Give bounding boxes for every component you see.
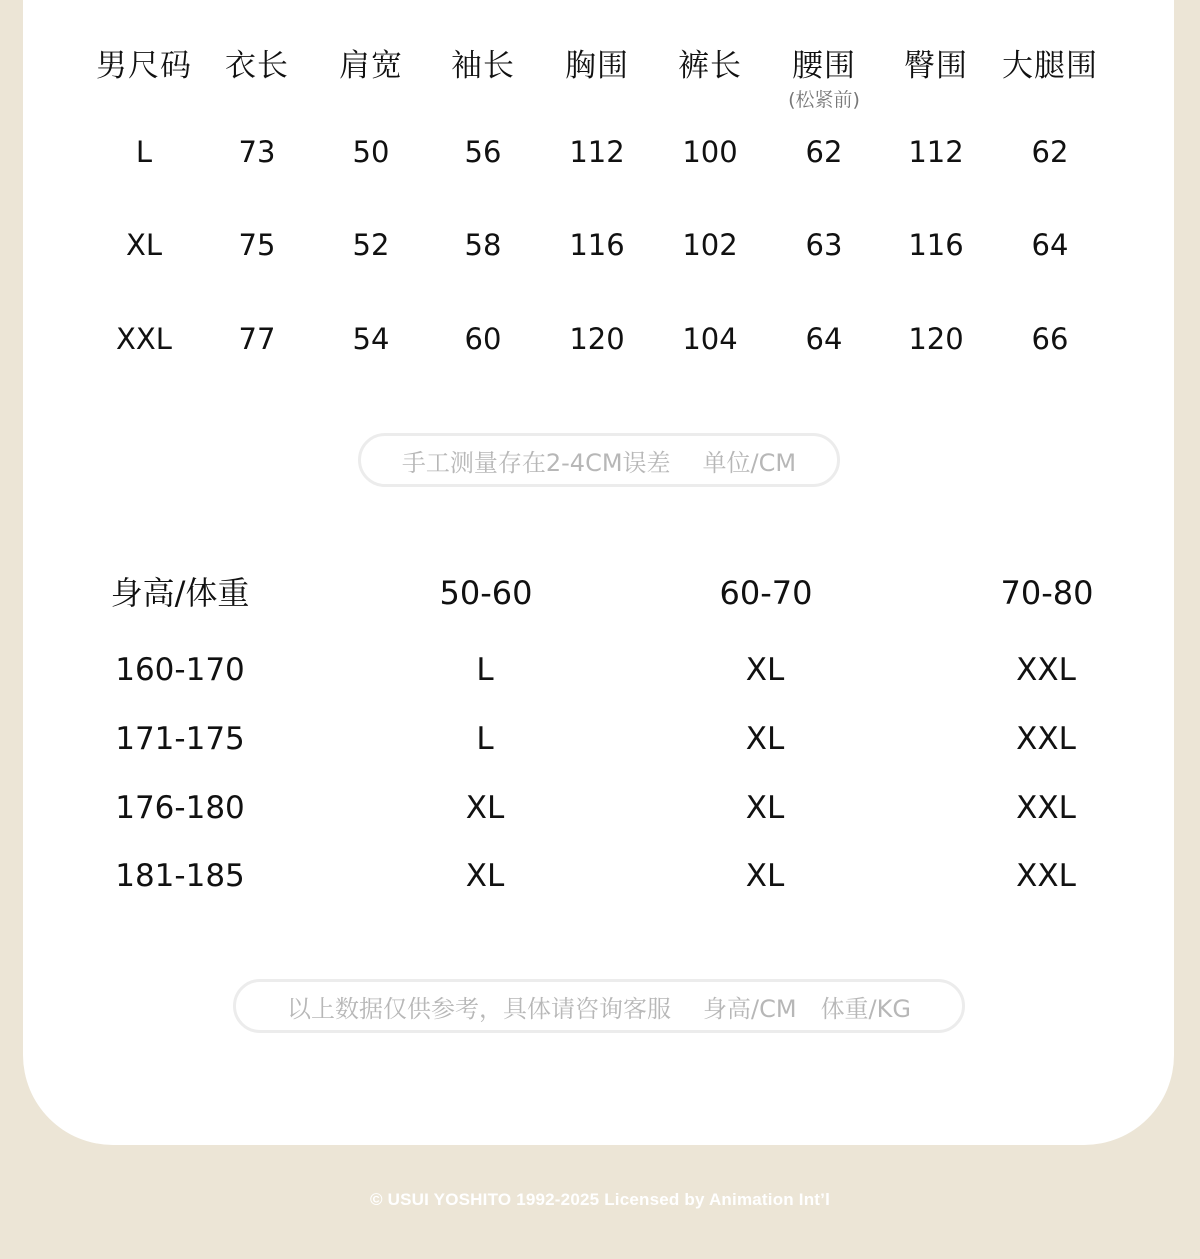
size-header-thigh: 大腿围 <box>1002 48 1098 84</box>
size-cell: 77 <box>238 322 276 356</box>
recommend-size-cell: XL <box>745 721 785 757</box>
recommend-size-cell: XXL <box>1016 790 1076 826</box>
size-cell: 56 <box>464 135 502 169</box>
recommend-header-height-weight: 身高/体重 <box>110 574 250 612</box>
size-cell: XL <box>125 228 163 262</box>
size-cell: L <box>135 135 153 169</box>
size-cell: 62 <box>805 135 843 169</box>
size-cell: 116 <box>908 228 964 262</box>
size-cell: 58 <box>464 228 502 262</box>
recommend-header-weight-range: 70-80 <box>1000 574 1094 612</box>
size-cell: 102 <box>682 228 738 262</box>
recommend-header-weight-range: 50-60 <box>439 574 533 612</box>
reference-note <box>233 979 965 1033</box>
recommend-size-cell: XXL <box>1016 721 1076 757</box>
recommend-height-cell: 171-175 <box>115 721 245 757</box>
size-cell: 120 <box>908 322 964 356</box>
size-header-sleeve: 袖长 <box>451 48 515 84</box>
size-cell: 116 <box>569 228 625 262</box>
recommend-size-cell: XL <box>745 790 785 826</box>
size-header-size: 男尺码 <box>96 48 192 84</box>
recommend-size-cell: XL <box>465 790 505 826</box>
size-cell: 112 <box>908 135 964 169</box>
measurement-note-text: 手工测量存在2-4CM误差 <box>401 448 671 477</box>
recommend-size-cell: XXL <box>1016 652 1076 688</box>
recommend-size-cell: XL <box>465 858 505 894</box>
size-cell: 100 <box>682 135 738 169</box>
size-cell: 75 <box>238 228 276 262</box>
size-cell: 50 <box>352 135 390 169</box>
size-cell: XXL <box>116 322 172 356</box>
recommend-size-cell: XL <box>745 858 785 894</box>
recommend-height-cell: 176-180 <box>115 790 245 826</box>
size-cell: 66 <box>1031 322 1069 356</box>
size-cell: 112 <box>569 135 625 169</box>
size-header-pants-length: 裤长 <box>678 48 742 84</box>
size-cell: 52 <box>352 228 390 262</box>
size-table <box>0 0 1200 380</box>
measurement-note <box>358 433 840 487</box>
recommend-header-weight-range: 60-70 <box>719 574 813 612</box>
size-cell: 64 <box>805 322 843 356</box>
size-header-length: 衣长 <box>225 48 289 84</box>
recommend-size-cell: XXL <box>1016 858 1076 894</box>
size-header-waist-note: (松紧前) <box>788 89 860 111</box>
reference-note-weight-unit: 体重/KG <box>820 994 911 1023</box>
size-cell: 104 <box>682 322 738 356</box>
size-header-chest: 胸围 <box>565 48 629 84</box>
size-header-hip: 臀围 <box>904 48 968 84</box>
recommend-height-cell: 181-185 <box>115 858 245 894</box>
measurement-note-unit: 单位/CM <box>702 448 797 477</box>
size-cell: 64 <box>1031 228 1069 262</box>
recommend-size-cell: XL <box>745 652 785 688</box>
size-cell: 54 <box>352 322 390 356</box>
size-cell: 63 <box>805 228 843 262</box>
size-cell: 120 <box>569 322 625 356</box>
size-header-waist: 腰围 <box>792 48 856 84</box>
reference-note-height-unit: 身高/CM <box>703 994 797 1023</box>
recommend-height-cell: 160-170 <box>115 652 245 688</box>
copyright-footer: © USUI YOSHITO 1992-2025 Licensed by Animation Int’l <box>369 1190 831 1209</box>
recommend-size-cell: L <box>476 721 494 757</box>
recommend-size-cell: L <box>476 652 494 688</box>
reference-note-text: 以上数据仅供参考，具体请咨询客服 <box>287 994 671 1023</box>
size-cell: 62 <box>1031 135 1069 169</box>
size-cell: 60 <box>464 322 502 356</box>
size-header-shoulder: 肩宽 <box>339 48 403 84</box>
size-cell: 73 <box>238 135 276 169</box>
